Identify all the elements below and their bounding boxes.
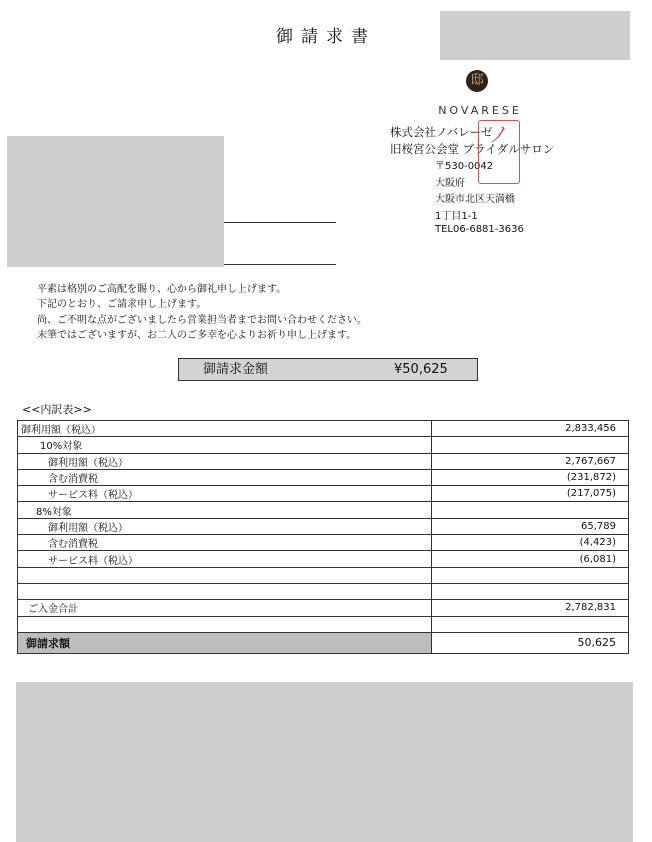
row-label [18, 583, 432, 599]
table-row [18, 518, 629, 534]
row-label: 8%対象 [18, 502, 432, 518]
table-row [18, 583, 629, 599]
table-row [18, 600, 629, 616]
row-label: 御利用額（税込） [18, 453, 432, 469]
billing-amount-box [178, 358, 478, 381]
table-row [18, 437, 629, 453]
phone-number: TEL06-6881-3636 [435, 224, 524, 235]
row-value: (6,081) [432, 551, 629, 567]
greeting-text [37, 282, 367, 343]
row-label: サービス料（税込） [18, 486, 432, 502]
recipient-line-1 [224, 222, 336, 223]
table-row [18, 535, 629, 551]
redacted-bottom [16, 682, 633, 842]
row-value [432, 616, 629, 632]
postal-code: 〒530-0042 [435, 161, 494, 172]
greeting-line: 平素は格別のご高配を賜り、心から御礼申し上げます。 [37, 284, 287, 295]
company-name: 株式会社ノバレーゼ [390, 125, 493, 139]
greeting-line: 末筆ではございますが、お二人のご多幸を心よりお祈り申し上げます。 [37, 329, 357, 341]
table-row [18, 616, 629, 632]
row-label: 10%対象 [18, 437, 432, 453]
row-label: 含む消費税 [18, 535, 432, 551]
row-value: (4,423) [432, 535, 629, 551]
row-value: 2,767,667 [432, 453, 629, 469]
table-row [18, 486, 629, 502]
row-value: 2,782,831 [432, 600, 629, 616]
brand-logo-icon: 邸 [466, 70, 488, 92]
table-row [18, 453, 629, 469]
total-value: 50,625 [432, 632, 629, 653]
row-label: 含む消費税 [18, 469, 432, 485]
brand-name: NOVARESE [438, 104, 522, 117]
row-value [432, 567, 629, 583]
breakdown-heading: <<内訳表>> [22, 403, 92, 416]
row-value: (231,872) [432, 469, 629, 485]
table-row [18, 502, 629, 518]
redacted-recipient [7, 136, 224, 267]
address-pref: 大阪府 [435, 178, 465, 189]
row-label: ご入金合計 [18, 600, 432, 616]
row-label [18, 567, 432, 583]
total-row [18, 632, 629, 653]
billing-amount-value: ¥50,625 [394, 362, 448, 377]
row-value: 65,789 [432, 518, 629, 534]
branch-name: 旧桜宮公会堂 ブライダルサロン [390, 142, 555, 156]
row-value [432, 583, 629, 599]
table-row [18, 421, 629, 437]
row-value [432, 437, 629, 453]
company-seal-stamp: ノ [478, 120, 520, 184]
row-label: サービス料（税込） [18, 551, 432, 567]
billing-amount-label: 御請求金額 [203, 362, 269, 377]
row-label [18, 616, 432, 632]
total-label: 御請求額 [18, 632, 432, 653]
greeting-line: 尚、ご不明な点がございましたら営業担当者までお問い合わせください。 [37, 314, 367, 326]
row-label: 御利用額（税込） [18, 518, 432, 534]
row-value: (217,075) [432, 486, 629, 502]
greeting-line: 下記のとおり、ご請求申し上げます。 [37, 299, 207, 311]
table-row [18, 551, 629, 567]
table-row [18, 567, 629, 583]
row-label: 御利用額（税込） [18, 421, 432, 437]
address-city: 大阪市北区天満橋 [435, 194, 515, 205]
row-value [432, 502, 629, 518]
document-title: 御請求書 [276, 27, 376, 47]
table-row [18, 469, 629, 485]
redacted-top-right [440, 11, 630, 60]
recipient-line-2 [224, 264, 336, 265]
breakdown-table [17, 420, 629, 654]
row-value: 2,833,456 [432, 421, 629, 437]
address-block: 1丁目1-1 [435, 211, 478, 222]
